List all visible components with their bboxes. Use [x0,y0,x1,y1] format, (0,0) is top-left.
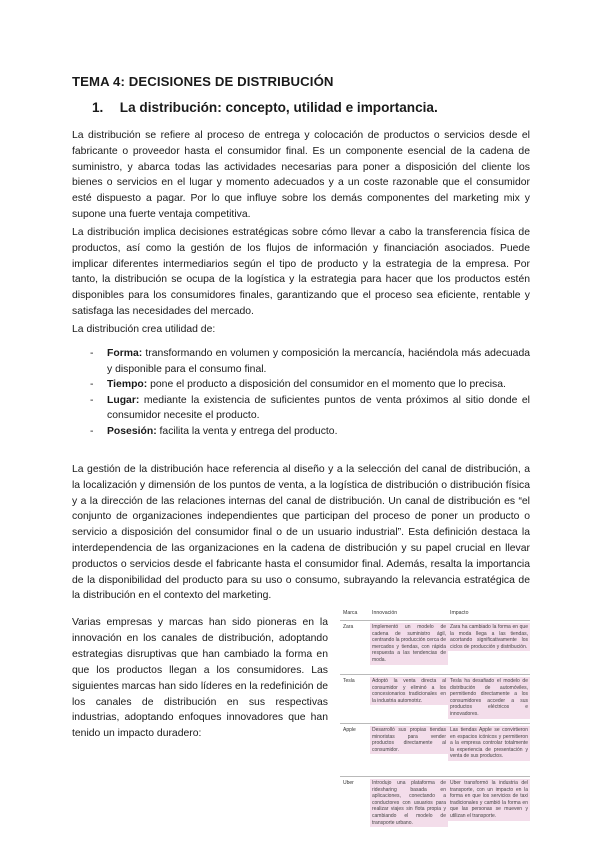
list-item [72,424,530,440]
column-header: Innovación [372,610,398,616]
table-cell-impact: Uber transformó la industria del transporte, con un impacto en la forma en que los servicios de taxi tradicionales y cambió la forma en que las personas se mueven y utilizan el transporte. [450,780,528,819]
list-item-term: Forma: [107,348,143,359]
list-bullet: - [90,379,94,391]
list-item-term: Posesión: [107,425,157,437]
table-cell-innovation: Desarrolló sus propias tiendas minoristas para vender productos directamente al consumidor. [372,727,446,753]
list-item-text: transformando en volumen y composición la mercancía, haciéndola más adecuada y disponible para el consumo final. [107,348,531,375]
column-header: Impacto [450,610,469,616]
section-number: 1. [92,100,104,115]
list-bullet: - [90,348,94,359]
list-bullet: - [90,394,94,406]
paragraph-utility-intro: La distribución crea utilidad de: [72,324,216,335]
list-item-text: pone el producto a disposición del consumidor en el momento que lo precisa. [150,379,506,391]
list-item-term: Tiempo: [107,379,148,391]
table-cell-impact: Las tiendas Apple se convirtieron en espacios icónicos y permitieron a la empresa controlar totalmente la experiencia de presentación y venta de sus productos. [450,727,528,760]
list-item [72,377,530,393]
table-row [340,776,530,839]
section-title: La distribución: concepto, utilidad e importancia. [119,100,438,115]
table-cell-brand: Tesla [343,678,355,684]
table-row [340,620,530,674]
list-item-text: mediante la existencia de suficientes puntos de venta próximos al sitio donde el consumidor necesite el producto. [107,394,530,422]
table-cell-innovation: Introdujo una plataforma de ridesharing basada en aplicaciones, conectando a conductores con usuarios para realizar viajes sin flota propia y cambiando el modelo de transporte urbano. [372,780,446,826]
list-item [72,346,530,377]
list-item-term: Lugar: [107,394,140,406]
paragraph-definition: La distribución se refiere al proceso de entrega y colocación de productos o servicios desde el fabricante o proveedor hasta el consumidor final. Es un componente esencial de la cadena de suministro, y abarca todas las actividades necesarias para poner a disposición del cliente los bienes o servicios en el lugar y momento adecuados y a un coste razonable que el consumidor esté dispuesto a pagar. Por lo que influye sobre los demás componentes del marketing mix y supone una fuerte ventaja competitiva. [72,130,530,220]
table-cell-brand: Apple [343,727,356,733]
list-bullet: - [90,425,94,437]
table-cell-impact: Zara ha cambiado la forma en que la moda llega a las tiendas, acortando significativamente los ciclos de producción y distribución. [450,624,528,650]
table-header [340,606,530,620]
utility-list [72,346,530,440]
paragraph-brands: Varias empresas y marcas han sido pioneras en la innovación en los canales de distribución, adoptando estrategias disruptivas que han cambiado la forma en que los productos llegan a los consumidores. Las siguientes marcas han sido líderes en la redefinición de los canales de distribución en sus respectivas industrias, adoptando enfoques innovadores que han tenido un impacto duradero: [72,617,328,740]
table-cell-impact: Tesla ha desafiado el modelo de distribución de automóviles, permitiendo directamente a los consumidores acceder a sus productos eléctricos e innovadores. [450,678,528,717]
paragraph-management: La gestión de la distribución hace referencia al diseño y a la selección del canal de distribución, a la localización y dimensión de los puntos de venta, a la logística de distribución o distribución física y a la dirección de las relaciones internas del canal de distribución. Un canal de distribución es “el conjunto de organizaciones independientes que participan del proceso de poner un producto o servicio a disposición del consumidor final o de un usuario industrial”. Esta definición destaca la interdependencia de las organizaciones en la cadena de distribución y su papel crucial en llevar productos o servicios desde el fabricante hasta el consumidor final. Además, resalta la importancia de la disponibilidad del producto para su uso o consumo, subrayando la relevancia estratégica de la distribución en el contexto del marketing. [72,464,530,602]
table-cell-innovation: Implementó un modelo de cadena de suministro ágil, centrando la producción cerca de mercados y tiendas, con rápida respuesta a las tendencias de moda. [372,624,446,663]
document-title: TEMA 4: DECISIONES DE DISTRIBUCIÓN [72,74,334,89]
table-row [340,674,530,723]
table-cell-innovation: Adoptó la venta directa al consumidor y eliminó a los concesionarios tradicionales en la industria automotriz. [372,678,446,704]
table-row [340,723,530,776]
column-header: Marca [343,610,358,616]
table-cell-brand: Zara [343,624,354,630]
paragraph-strategy: La distribución implica decisiones estratégicas sobre cómo llevar a cabo la transferencia física de productos, así como la gestión de los flujos de información y financiación asociados. Puede implicar diferentes intermediarios según el tipo de producto y la estrategia de la empresa. Por tanto, la distribución se ocupa de la logística y la estrategia para hacer que los productos estén disponibles para los consumidores finales, garantizando que el proceso sea eficiente, rentable y satisfaga las necesidades del mercado. [72,227,530,317]
section-heading [92,100,438,115]
list-item-text: facilita la venta y entrega del producto. [159,425,338,437]
table-cell-brand: Uber [343,780,354,786]
brands-table [340,606,530,839]
list-item [72,393,530,424]
